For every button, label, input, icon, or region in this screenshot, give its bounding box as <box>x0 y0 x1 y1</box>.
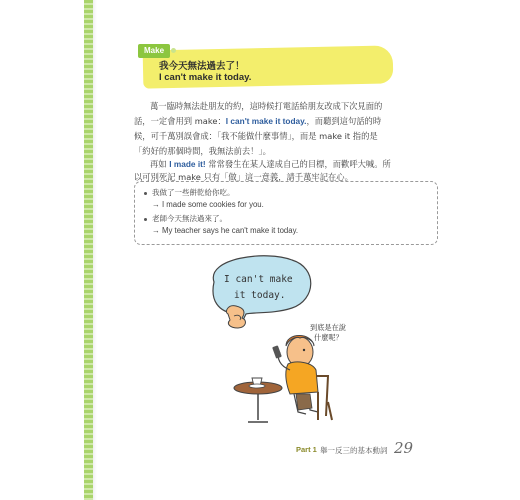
example-1-chinese <box>144 187 235 198</box>
speech-line-2: it today. <box>234 290 286 301</box>
p2-line1-post: 常常發生在某人達成自己的目標，而歡呼大喊。所 <box>205 159 391 169</box>
bullet-icon <box>144 192 147 195</box>
tag-dot <box>171 48 176 53</box>
paragraph-1-line-2 <box>134 114 434 129</box>
p2-line1-pre: 再如 <box>150 159 170 169</box>
p1-line2-post: ，而聽到這句話的時 <box>306 116 382 126</box>
p2-line2-text: 以可別死記 make 只有「做」這一意義，請千萬牢記在心。 <box>134 172 353 182</box>
p1-line3-text: 候，可千萬別誤會成：「我不能做什麼事情」，而是 make it 指的是 <box>134 131 378 141</box>
bullet-icon <box>144 218 147 221</box>
title-chinese: 我今天無法過去了！ <box>159 61 245 72</box>
footer-part-label: Part 1 <box>296 445 317 454</box>
table-leg <box>248 394 268 422</box>
binding-spine <box>84 0 93 500</box>
paragraph-1-line-3 <box>134 129 434 144</box>
example-2-zh-text: 老師今天無法過來了。 <box>152 214 227 223</box>
p1-line1-text: 萬一臨時無法赴朋友的約，這時候打電話給朋友改成下次見面的 <box>150 101 383 111</box>
saucer <box>249 384 265 388</box>
p2-highlight-phrase: I made it! <box>169 159 206 169</box>
page-number: 29 <box>394 439 414 457</box>
person-pants <box>296 394 312 410</box>
example-1-english: → I made some cookies for you. <box>152 200 264 209</box>
talking-mouth <box>226 306 245 328</box>
phone-icon <box>272 345 282 358</box>
thought-line-2: 什麼呢？ <box>314 333 343 342</box>
p1-highlight-phrase: I can't make it today. <box>225 116 307 126</box>
person-eye <box>303 349 305 351</box>
spine-shadow <box>93 0 97 500</box>
speech-line-1: I can't make <box>224 274 293 285</box>
footer-section-title: 舉一反三的基本動詞 <box>320 446 388 455</box>
thought-line-1: 到底是在說 <box>310 323 346 332</box>
paragraph-1-line-1 <box>134 99 434 114</box>
person-shirt <box>286 362 318 394</box>
p1-line4-text: 「約好的那個時間，我無法前去！」。 <box>134 146 271 156</box>
chair <box>316 376 332 420</box>
example-2-chinese <box>144 213 227 224</box>
title-english: I can't make it today. <box>159 72 252 83</box>
example-1-zh-text: 我做了一些餅乾給你吃。 <box>152 188 235 197</box>
section-tag: Make <box>138 44 170 58</box>
p1-line2-pre: 話，一定會用到 make： <box>134 116 226 126</box>
cartoon-illustration <box>200 252 370 427</box>
example-2-english: → My teacher says he can't make it today. <box>152 226 299 235</box>
